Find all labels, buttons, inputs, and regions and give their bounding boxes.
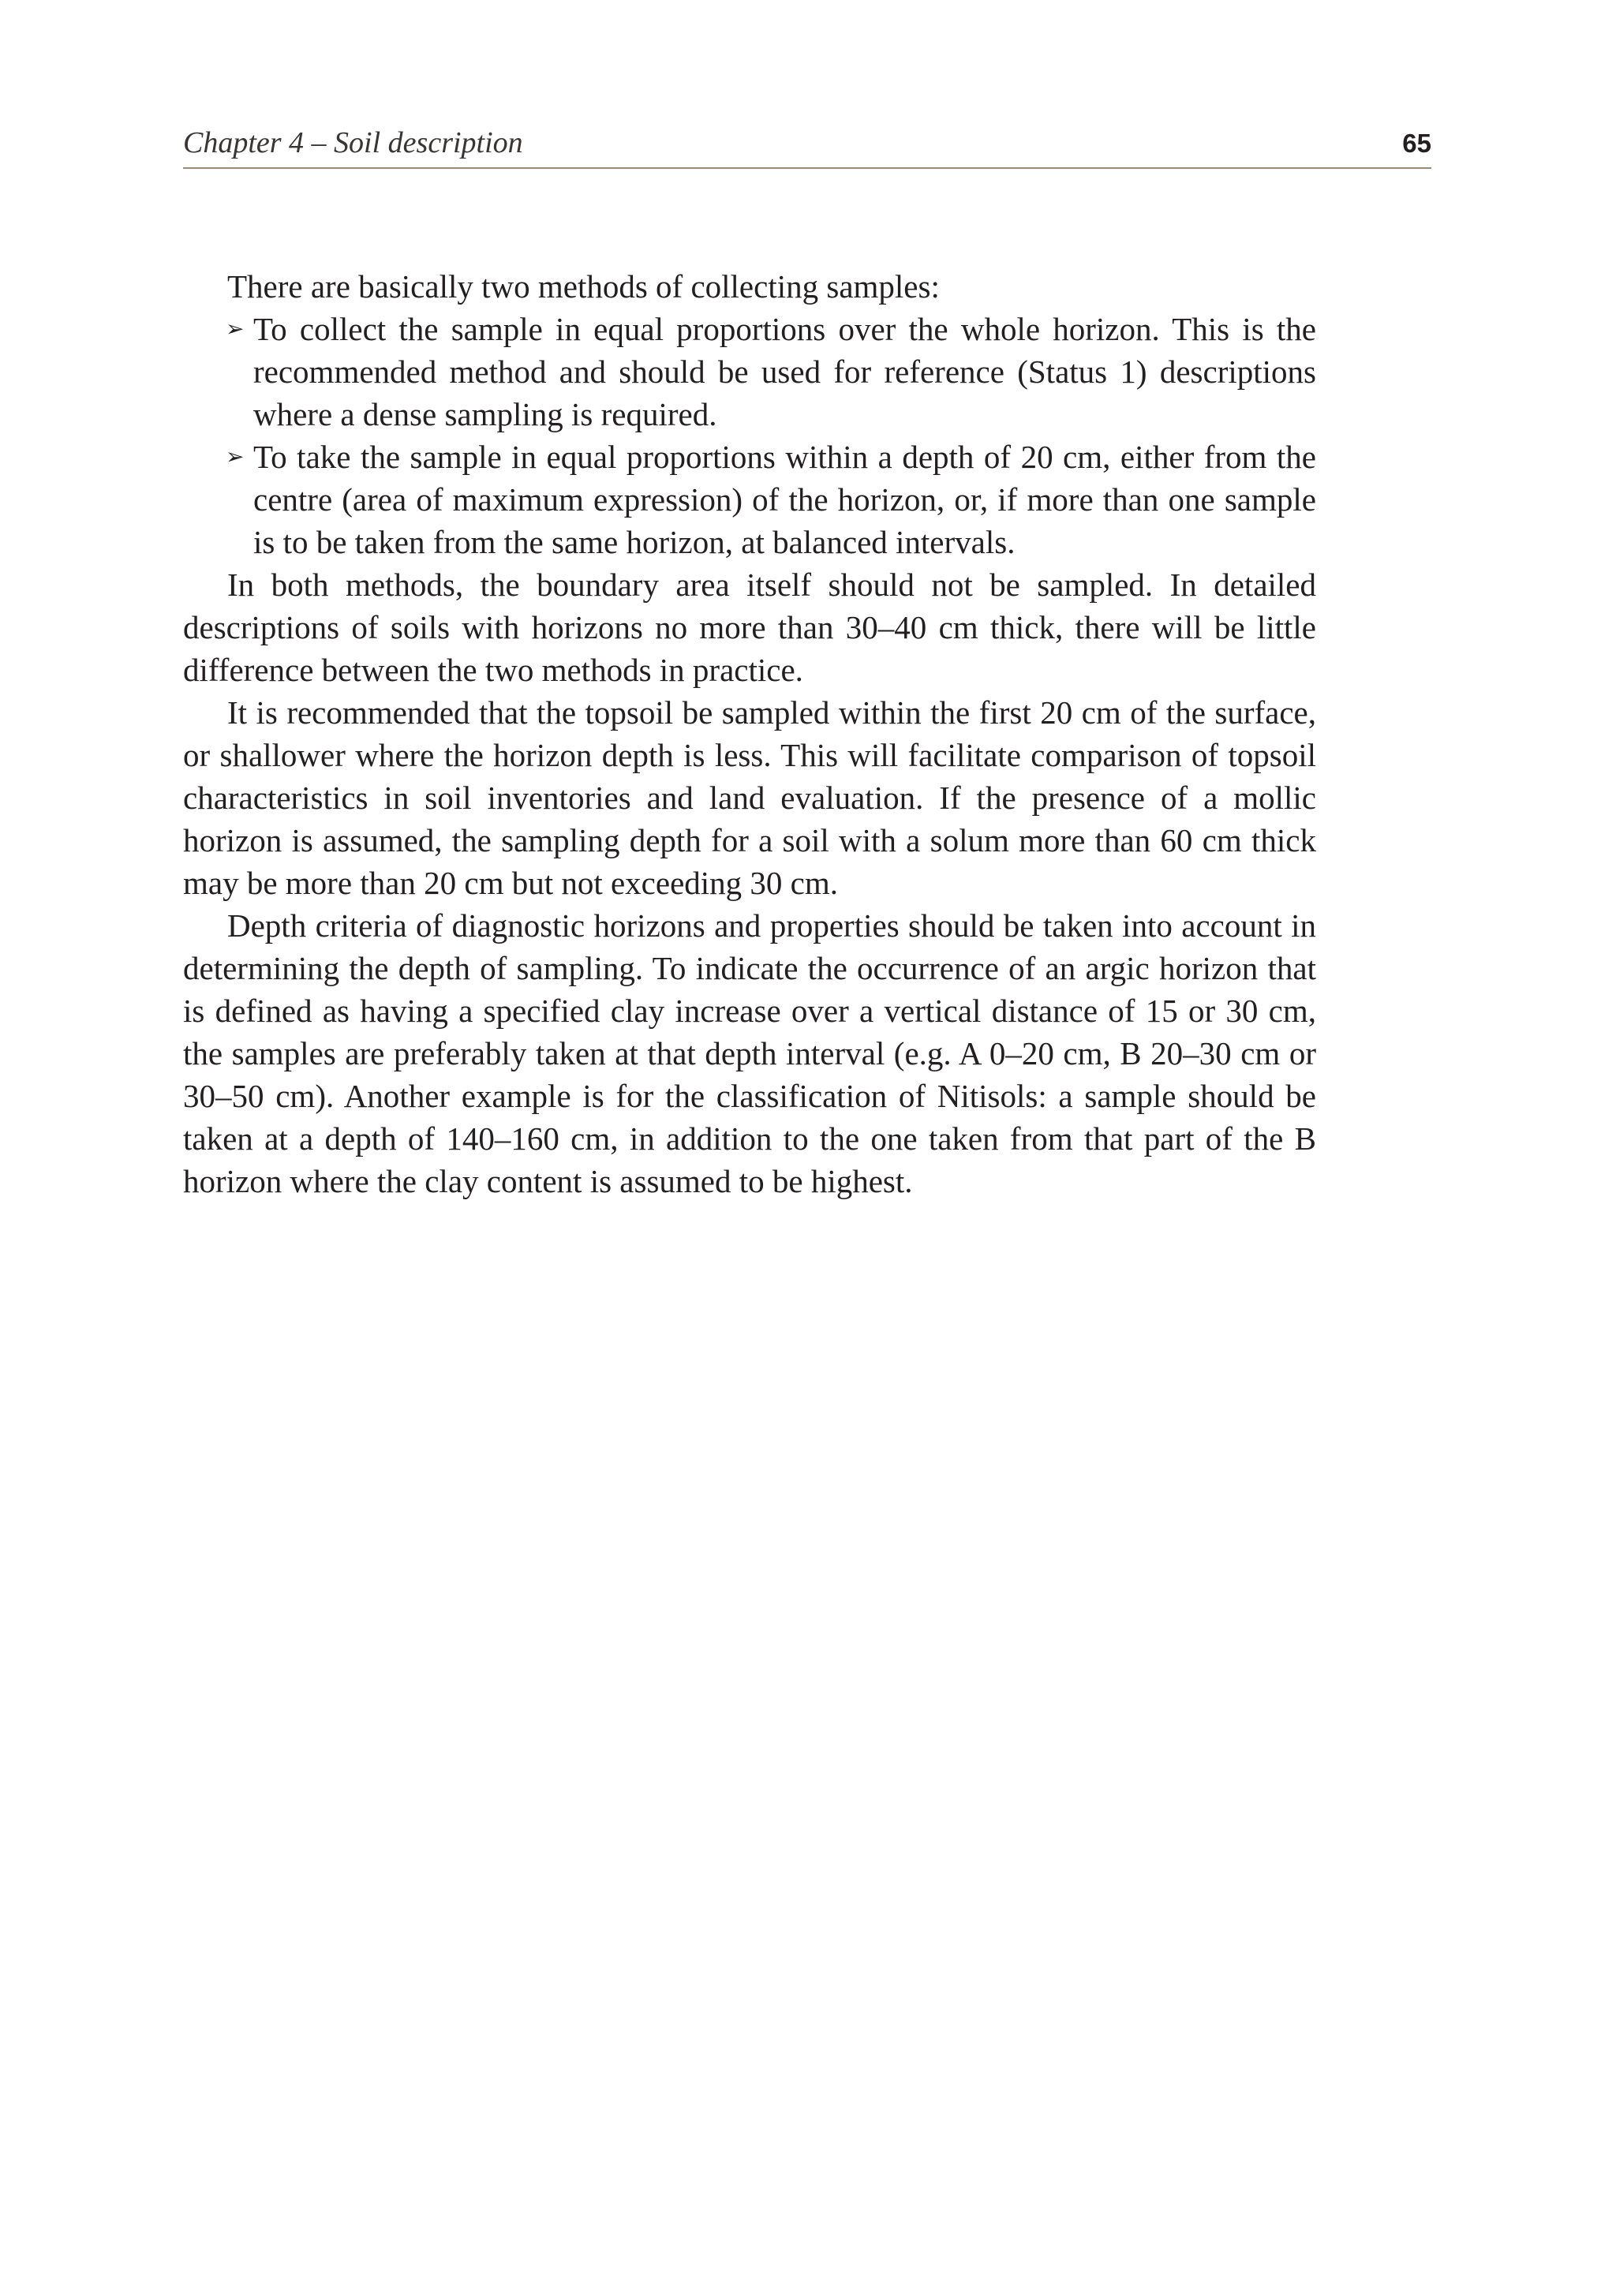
chapter-title: Chapter 4 – Soil description (183, 126, 523, 159)
body-text (183, 265, 1316, 1202)
list-item (226, 308, 1316, 436)
page-number: 65 (1402, 129, 1431, 158)
list-item (226, 436, 1316, 563)
list-item-text: To take the sample in equal proportions within a depth of 20 cm, either from the centre (area of maximum expression) of the horizon, or, if more than one sample is to be taken from the same horizon, at balanced intervals. (253, 439, 1316, 560)
arrowhead-bullet-icon: ➢ (226, 443, 245, 469)
arrowhead-bullet-icon: ➢ (226, 316, 245, 342)
running-header (183, 118, 1431, 169)
body-paragraph: In both methods, the boundary area itself should not be sampled. In detailed descriptions of soils with horizons no more than 30–40 cm thick, there will be little difference between the two methods in practice. (183, 567, 1316, 688)
list-item-text: To collect the sample in equal proportions over the whole horizon. This is the recommended method and should be used for reference (Status 1) descriptions where a dense sampling is required. (253, 311, 1316, 432)
sampling-methods-list (183, 308, 1316, 563)
intro-paragraph: There are basically two methods of collecting samples: (227, 268, 940, 305)
body-paragraph: Depth criteria of diagnostic horizons and properties should be taken into account in determining the depth of sampling. To indicate the occurrence of an argic horizon that is defined as having a specified clay increase over a vertical distance of 15 or 30 cm, the samples are preferably taken at that depth interval (e.g. A 0–20 cm, B 20–30 cm or 30–50 cm). Another example is for the classification of Nitisols: a sample should be taken at a depth of 140–160 cm, in addition to the one taken from that part of the B horizon where the clay content is assumed to be highest. (183, 907, 1316, 1199)
body-paragraph: It is recommended that the topsoil be sampled within the first 20 cm of the surface, or shallower where the horizon depth is less. This will facilitate comparison of topsoil characteristics in soil inventories and land evaluation. If the presence of a mollic horizon is assumed, the sampling depth for a soil with a solum more than 60 cm thick may be more than 20 cm but not exceeding 30 cm. (183, 694, 1316, 901)
